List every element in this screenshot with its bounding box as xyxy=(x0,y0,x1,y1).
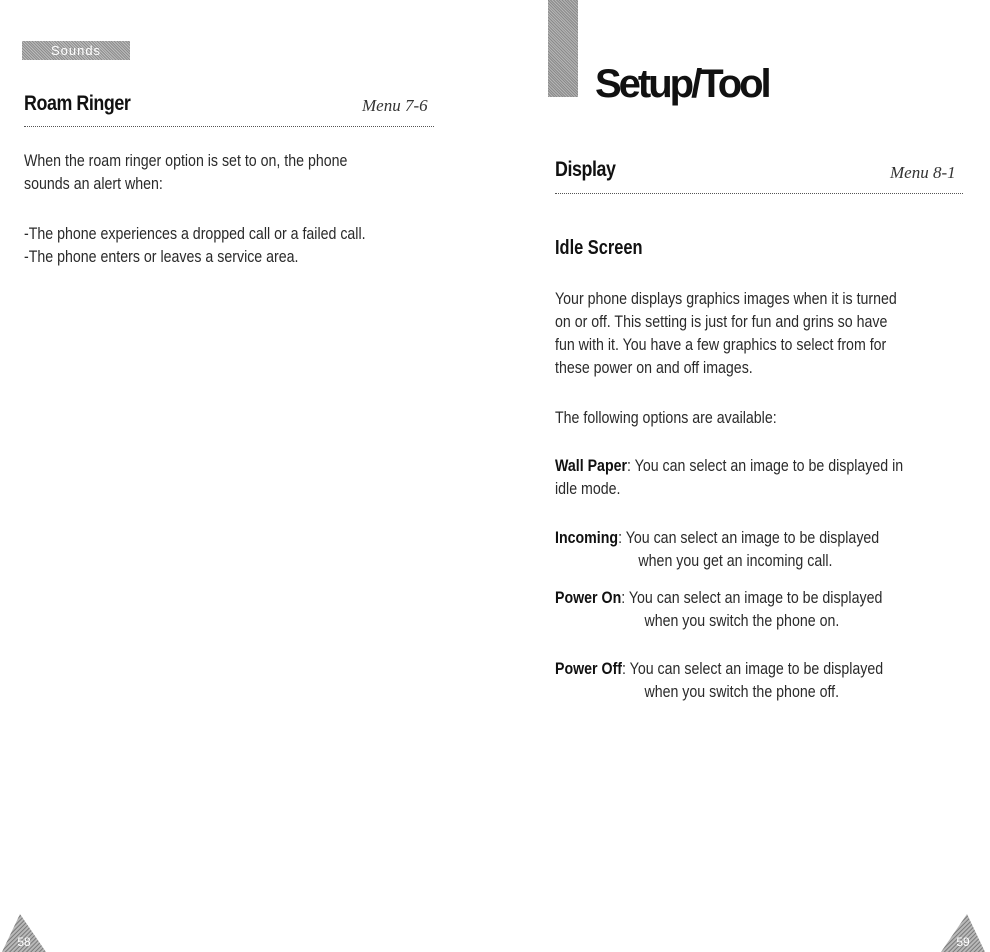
display-heading: Display xyxy=(555,158,616,181)
chapter-title: Setup/Tool xyxy=(595,62,769,106)
page-number-text: 58 xyxy=(17,935,31,949)
idle-screen-description xyxy=(555,288,968,380)
option-incoming xyxy=(555,527,959,573)
condition-item: -The phone enters or leaves a service area. xyxy=(24,248,299,266)
roam-ringer-conditions xyxy=(24,223,445,269)
option-desc: : You can select an image to be displayed xyxy=(618,529,880,547)
option-term: Power On xyxy=(555,589,622,607)
condition-item: -The phone experiences a dropped call or a failed call. xyxy=(24,225,366,243)
option-term: Incoming xyxy=(555,529,619,547)
menu-ref-7-6: Menu 7-6 xyxy=(362,96,428,115)
option-desc: : You can select an image to be displayed xyxy=(622,660,884,678)
heading-rule xyxy=(24,126,434,127)
option-term: Wall Paper xyxy=(555,457,628,475)
option-desc-cont: when you switch the phone on. xyxy=(644,612,840,630)
right-page xyxy=(495,0,990,952)
body-line: these power on and off images. xyxy=(555,359,753,377)
page-number-left xyxy=(0,910,48,952)
option-desc-cont: idle mode. xyxy=(555,480,621,498)
option-desc: : You can select an image to be displayed xyxy=(621,589,883,607)
body-line: on or off. This setting is just for fun and grins so have xyxy=(555,313,888,331)
section-tab-sounds: Sounds xyxy=(22,41,130,60)
body-line: Your phone displays graphics images when it is turned xyxy=(555,290,897,308)
roam-ringer-heading: Roam Ringer xyxy=(24,92,131,115)
page-number-right xyxy=(939,910,987,952)
option-power-off xyxy=(555,658,959,704)
idle-screen-subheading: Idle Screen xyxy=(555,237,643,259)
body-line: sounds an alert when: xyxy=(24,175,163,193)
option-wall-paper xyxy=(555,455,959,501)
options-intro: The following options are available: xyxy=(555,409,777,427)
body-line: fun with it. You have a few graphics to select from for xyxy=(555,336,887,354)
menu-ref-8-1: Menu 8-1 xyxy=(890,163,956,182)
chapter-bar xyxy=(548,0,578,97)
option-desc-cont: when you get an incoming call. xyxy=(638,552,833,570)
roam-ringer-description xyxy=(24,150,445,196)
heading-rule xyxy=(555,193,963,194)
option-desc-cont: when you switch the phone off. xyxy=(644,683,840,701)
option-power-on xyxy=(555,587,959,633)
body-line: When the roam ringer option is set to on, the phone xyxy=(24,152,348,170)
page-number-text: 59 xyxy=(956,935,970,949)
option-term: Power Off xyxy=(555,660,623,678)
option-desc: : You can select an image to be displayed in xyxy=(627,457,904,475)
